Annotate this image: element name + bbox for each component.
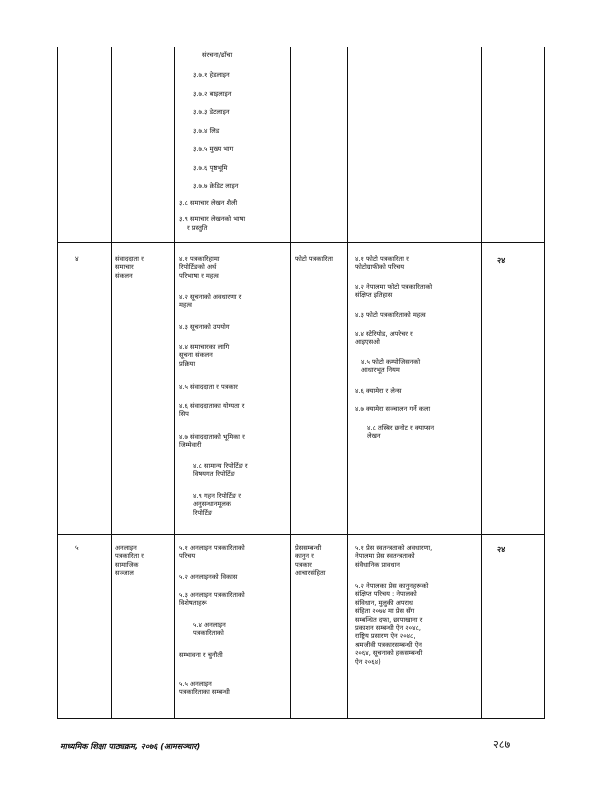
practical-topic-item-line: ४.६ क्यामेरा र लेन्स xyxy=(355,387,402,395)
topic-item xyxy=(179,680,230,697)
practical-topic-item-line: ४.१ फोटो पत्रकारिता र xyxy=(355,255,409,263)
practical-topic-item-line: ४.२ नेपालमा फोटो पत्रकारिताको xyxy=(355,283,433,291)
unit-title-line: अनलाइन xyxy=(115,544,137,552)
practical-topic-item-line: राष्ट्रिय प्रसारण ऐन २०४८, xyxy=(355,632,416,641)
topic-item xyxy=(179,544,245,561)
practical-topic-item xyxy=(355,582,428,666)
practical-topic-item xyxy=(361,358,420,375)
page-number: २८७ xyxy=(493,738,511,751)
topic-item-line: ५.१ अनलाइन पत्रकारिताको xyxy=(179,544,245,552)
topic-item-line: ३.७.२ बाइलाइन xyxy=(193,90,232,98)
footer-title: माध्यमिक शिक्षा पाठ्यक्रम, २०७६ (आमसञ्चार) xyxy=(60,742,201,751)
topic-item xyxy=(193,492,241,517)
topic-item-line: महत्व xyxy=(179,301,192,310)
topic-item-line: ३.८ समाचार लेखन शैली xyxy=(179,199,238,207)
practical-topic-item-line: संवैधानिक प्रावधान xyxy=(355,560,400,569)
practical-topic-item-line: फोटोग्राफीको परिचय xyxy=(355,263,405,272)
practical-topic-item-line: संविधान, मुलुकी अपराध xyxy=(355,598,413,607)
table-border-right xyxy=(544,47,545,719)
practical-topic-item xyxy=(355,387,401,395)
practical-title-line: प्रेससम्बन्धी xyxy=(295,544,322,552)
topic-item-line: परिभाषा र महत्व xyxy=(179,271,219,280)
table-column-divider xyxy=(111,47,112,719)
topic-item xyxy=(193,127,219,135)
topic-item-line: ३.९ समाचार लेखनको भाषा xyxy=(179,215,246,223)
practical-title xyxy=(295,544,325,578)
topic-item xyxy=(193,90,231,98)
topic-item-line: रिपोर्टिङको अर्थ xyxy=(179,263,217,272)
topic-item-line: ५.२ अनलाइनको विकास xyxy=(179,573,238,581)
topic-item-line: विशेषताहरू xyxy=(179,599,207,608)
practical-topic-item-line: श्रमजीवी पत्रकारसम्बन्धी ऐन xyxy=(355,640,422,649)
practical-topic-item xyxy=(355,283,432,300)
topic-item-line: ४.५ संवाददाता र पत्रकार xyxy=(179,383,238,391)
table-column-divider xyxy=(481,47,482,719)
practical-topic-item-line: नेपालमा प्रेस स्वतन्त्रताको xyxy=(355,552,415,561)
topic-item xyxy=(187,224,207,232)
table-column-divider xyxy=(174,47,175,719)
practical-topic-item-line: ४.८ तस्बिर छनोट र क्याप्सन xyxy=(367,424,435,432)
topic-item-line: प्रक्रिया xyxy=(179,359,196,368)
topic-item-line: विषयगत रिपोर्टिङ xyxy=(193,470,235,479)
unit-title xyxy=(115,255,144,280)
practical-topic-item-line: आधारभूत नियम xyxy=(361,366,400,375)
topic-item-line: सूचना संकलन xyxy=(179,351,213,360)
practical-topic-item-line: ४.३ फोटो पत्रकारिताको महत्व xyxy=(355,311,426,319)
practical-topic-item xyxy=(355,405,430,413)
topic-item xyxy=(193,108,230,116)
topic-item xyxy=(179,651,223,659)
practical-topic-item xyxy=(367,424,434,441)
serial-number xyxy=(75,544,79,553)
practical-topic-item-line: आइएसओ xyxy=(355,338,380,347)
topic-item xyxy=(179,573,237,581)
table-column-divider xyxy=(347,47,348,719)
practical-topic-item-line: संक्षिप्त परिचय : नेपालको xyxy=(355,590,417,599)
unit-title xyxy=(115,544,144,578)
practical-topic-item-line: ४.७ क्यामेरा सञ्चालन गर्ने कला xyxy=(355,405,431,413)
practical-topic-item-line: ऐन २०६४) xyxy=(355,657,381,666)
teaching-hours xyxy=(497,255,505,266)
topic-item xyxy=(179,199,237,207)
topic-item-line: ३.७.१ हेडलाइन xyxy=(193,71,230,79)
table-border-left xyxy=(57,47,58,719)
topic-item xyxy=(202,51,232,59)
unit-title-line: संवाददाता र xyxy=(115,255,144,263)
topic-item-line: ४.४ समाचारका लागि xyxy=(179,343,230,351)
teaching-hours-line: २४ xyxy=(497,545,506,554)
topic-item xyxy=(193,621,226,638)
topic-item-line: परिचय xyxy=(179,552,196,561)
practical-topic-item xyxy=(355,255,409,272)
unit-title-line: सामाजिक xyxy=(115,560,139,569)
teaching-hours xyxy=(497,544,505,555)
row-divider xyxy=(57,534,545,535)
topic-item-line: सिप xyxy=(179,410,189,419)
topic-item-line: जिम्मेवारी xyxy=(179,441,202,450)
teaching-hours-line: २४ xyxy=(497,256,506,265)
unit-title-line: संकलन xyxy=(115,271,133,280)
unit-title-line: सञ्जाल xyxy=(115,569,134,578)
topic-item-line: ४.८ सामान्य रिपोर्टिङ र xyxy=(193,462,248,470)
practical-topic-item-line: ५.२ नेपालका प्रेस कानुनहरूको xyxy=(355,582,429,590)
topic-item-line: ३.७.३ डेटलाइन xyxy=(193,108,230,116)
topic-item-line: ३.७.५ मुख्य भाग xyxy=(193,145,234,153)
topic-item-line: पत्रकारिताका सम्बन्धी xyxy=(179,688,230,697)
practical-topic-item-line: संहिता २०७४ मा प्रेस सँग xyxy=(355,607,415,616)
topic-item-line: ४.१ पत्रकारिहामा xyxy=(179,255,220,263)
topic-item-line: सम्भावना र चुनौती xyxy=(179,651,223,659)
topic-item-line: ५.५ अनलाइन xyxy=(179,680,212,688)
topic-item-line: संरचना/ढाँचा xyxy=(202,51,233,59)
practical-topic-item xyxy=(355,544,432,569)
topic-item xyxy=(193,145,233,153)
serial-number-line: ४ xyxy=(75,255,79,263)
topic-item-line: ५.४ अनलाइन xyxy=(193,621,226,629)
table-border-bottom xyxy=(57,718,545,719)
serial-number xyxy=(75,255,79,264)
topic-item-line: ५.३ अनलाइन पत्रकारिताको xyxy=(179,591,245,599)
topic-item xyxy=(193,71,230,79)
practical-topic-item-line: संक्षिप्त इतिहास xyxy=(355,291,393,300)
topic-item xyxy=(179,293,241,310)
topic-item-line: ४.९ गहन रिपोर्टिङ र xyxy=(193,492,241,500)
practical-title-line: कानुन र xyxy=(295,552,314,561)
topic-item xyxy=(179,383,238,391)
practical-topic-item-line: सम्बन्धित दफा, छापाखाना र xyxy=(355,615,423,624)
topic-item xyxy=(179,215,245,223)
unit-title-line: समाचार xyxy=(115,263,134,272)
unit-title-line: पत्रकारिता र xyxy=(115,552,144,561)
topic-item xyxy=(193,164,228,172)
topic-item xyxy=(193,182,238,190)
topic-item xyxy=(179,343,229,368)
practical-topic-item-line: ५.१ प्रेस स्वतन्त्रताको अवधारणा, xyxy=(355,544,433,552)
practical-topic-item-line: ४.४ स्टेरियोड, अपरेचर र xyxy=(355,330,413,338)
topic-item-line: ३.७.६ पृष्ठभूमि xyxy=(193,164,228,172)
topic-item-line: ४.२ सूचनाको अवधारणा र xyxy=(179,293,242,301)
practical-title-line: पत्रकार xyxy=(295,560,312,569)
practical-title-line: फोटो पत्रकारिता xyxy=(295,255,333,263)
practical-title-line: आचारसंहिता xyxy=(295,569,326,578)
topic-item-line: ४.३ सूचनाको उपयोग xyxy=(179,323,230,331)
table-column-divider xyxy=(290,47,291,719)
serial-number-line: ५ xyxy=(75,544,79,552)
practical-topic-item-line: २०६४, सूचनाको हकसम्बन्धी xyxy=(355,649,423,658)
topic-item-line: र प्रस्तुति xyxy=(187,224,208,232)
topic-item xyxy=(179,402,244,419)
topic-item-line: ४.६ संवाददाताका योग्यता र xyxy=(179,402,245,410)
practical-topic-item xyxy=(355,330,413,347)
topic-item-line: पत्रकारिताको xyxy=(193,629,224,638)
topic-item xyxy=(179,591,245,608)
practical-topic-item-line: लेखन xyxy=(367,432,381,441)
topic-item xyxy=(193,462,248,479)
topic-item-line: ४.७ संवाददाताको भूमिका र xyxy=(179,433,245,441)
topic-item-line: ३.७.७ क्रेडिट लाइन xyxy=(193,182,239,190)
topic-item xyxy=(179,433,245,450)
practical-topic-item-line: प्रकाशन सम्बन्धी ऐन २०४८, xyxy=(355,624,422,633)
practical-topic-item-line: ४.५ फोटो कम्पोजिसनको xyxy=(361,358,421,366)
practical-topic-item xyxy=(355,311,426,319)
topic-item-line: रिपोर्टिङ xyxy=(193,508,213,517)
curriculum-table xyxy=(57,47,545,719)
topic-item-line: अनुसन्धानमूलक xyxy=(193,500,231,509)
topic-item xyxy=(179,323,230,331)
topic-item xyxy=(179,255,219,280)
row-divider xyxy=(57,242,545,243)
practical-title xyxy=(295,255,333,263)
topic-item-line: ३.७.४ लिड xyxy=(193,127,220,135)
